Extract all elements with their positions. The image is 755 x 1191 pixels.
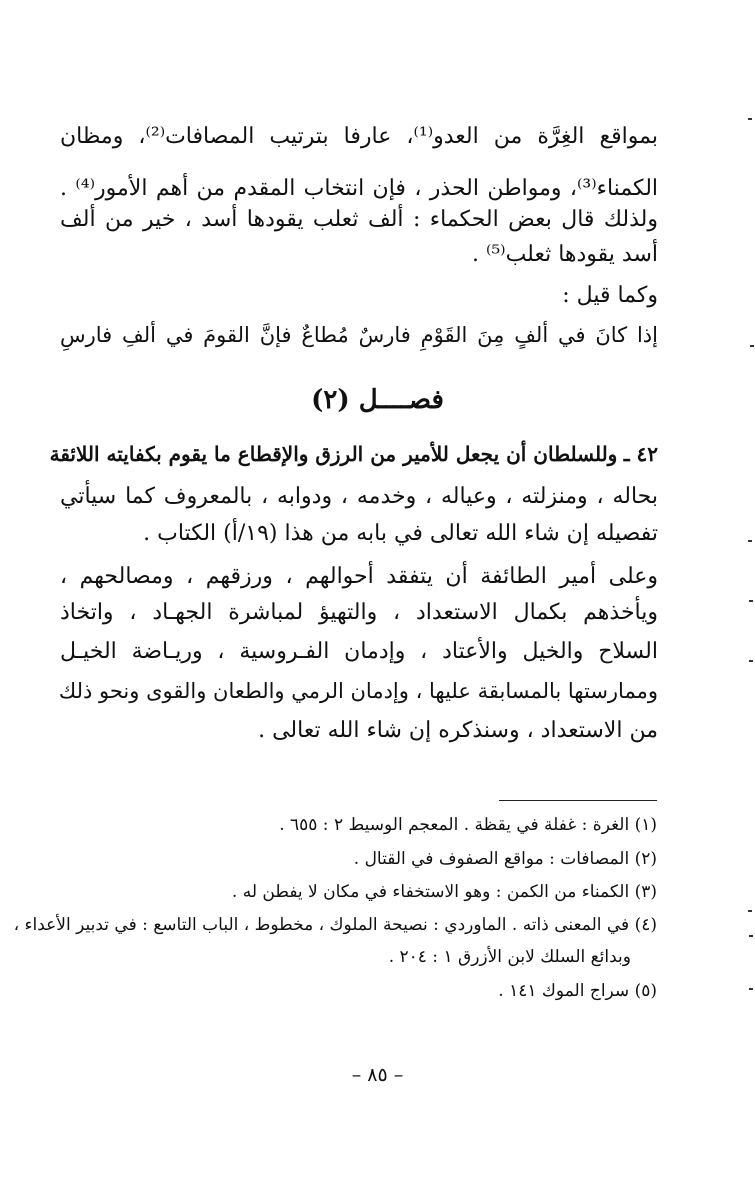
text-line: وكما قيل :	[562, 283, 658, 308]
text-line: الكمناء⁽³⁾، ومواطن الحذر ، فإن انتخاب المقدم من أهم الأمور⁽⁴⁾ .	[60, 176, 659, 201]
text-line: من الاستعداد ، وسنذكره إن شاء الله تعالى .	[258, 718, 658, 743]
text-line: أسد يقودها ثعلب⁽⁵⁾ .	[471, 242, 658, 267]
text-line: السلاح والخيل والأعتاد ، وإدمان الفـروسية ، وريـاضة الخيـل	[60, 639, 658, 664]
text-line: ولذلك قال بعض الحكماء : ألف ثعلب يقودها أسد ، خير من ألف	[60, 207, 658, 232]
text-line: تفصيله إن شاء الله تعالى في بابه من هذا (١٩/أ) الكتاب .	[143, 521, 658, 546]
scan-artifact	[748, 540, 752, 542]
text-line: ويأخذهم بكمال الاستعداد ، والتهيؤ لمباشرة الجهـاد ، واتخاذ	[60, 600, 658, 625]
scan-artifact	[749, 660, 753, 662]
text-line: بحاله ، ومنزلته ، وعياله ، وخدمه ، ودوابه ، بالمعروف كما سيأتي	[60, 484, 658, 509]
scan-artifact	[749, 988, 753, 990]
section-heading: فصــــل (٢)	[311, 385, 444, 415]
scan-artifact	[749, 600, 753, 602]
page-number: – ٨٥ –	[351, 1064, 404, 1086]
scan-artifact	[748, 118, 752, 120]
footnote: (٣) الكمناء من الكمن : وهو الاستخفاء في مكان لا يفطن له .	[231, 882, 657, 902]
footnote: (٤) في المعنى ذاته . الماوردي : نصيحة الملوك ، مخطوط ، الباب التاسع : في تدبير الأعداء ،	[13, 915, 657, 935]
scan-artifact	[748, 910, 752, 912]
footnote-continuation: وبدائع السلك لابن الأزرق ١ : ٢٠٤ .	[388, 947, 631, 967]
footnote: (٢) المصافات : مواقع الصفوف في القتال .	[353, 849, 657, 869]
paragraph-first-line	[49, 439, 658, 469]
text-line: وممارستها بالمسابقة عليها ، وإدمان الرمي والطعان والقوى ونحو ذلك	[58, 679, 658, 703]
paragraph-42	[49, 0, 658, 760]
text-line: وعلى أمير الطائفة أن يتفقد أحوالهم ، ورزقهم ، ومصالحهم ،	[60, 564, 658, 589]
verse-line: إذا كانَ في ألفٍ مِنَ القَوْمِ فارسٌ مُطاعٌ فإنَّ القومَ في ألفِ فارسِ	[60, 323, 658, 347]
text-line: بمواقع الغِرَّة من العدو⁽¹⁾، عارفا بترتيب المصافات⁽²⁾، ومظان	[60, 124, 658, 149]
footnote: (١) الغرة : غفلة في يقظة . المعجم الوسيط ٢ : ٦٥٥ .	[279, 815, 657, 835]
paragraph-lead: وللسلطان أن يجعل للأمير من الرزق والإقطاع ما يقوم بكفايته اللائقة	[49, 442, 618, 466]
footnote-divider	[499, 800, 657, 801]
scan-artifact	[749, 935, 753, 937]
scan-artifact	[750, 345, 754, 347]
paragraph-number: ٤٢ ـ	[623, 442, 658, 466]
footnote: (٥) سراج الموك ١٤١ .	[498, 981, 657, 1001]
